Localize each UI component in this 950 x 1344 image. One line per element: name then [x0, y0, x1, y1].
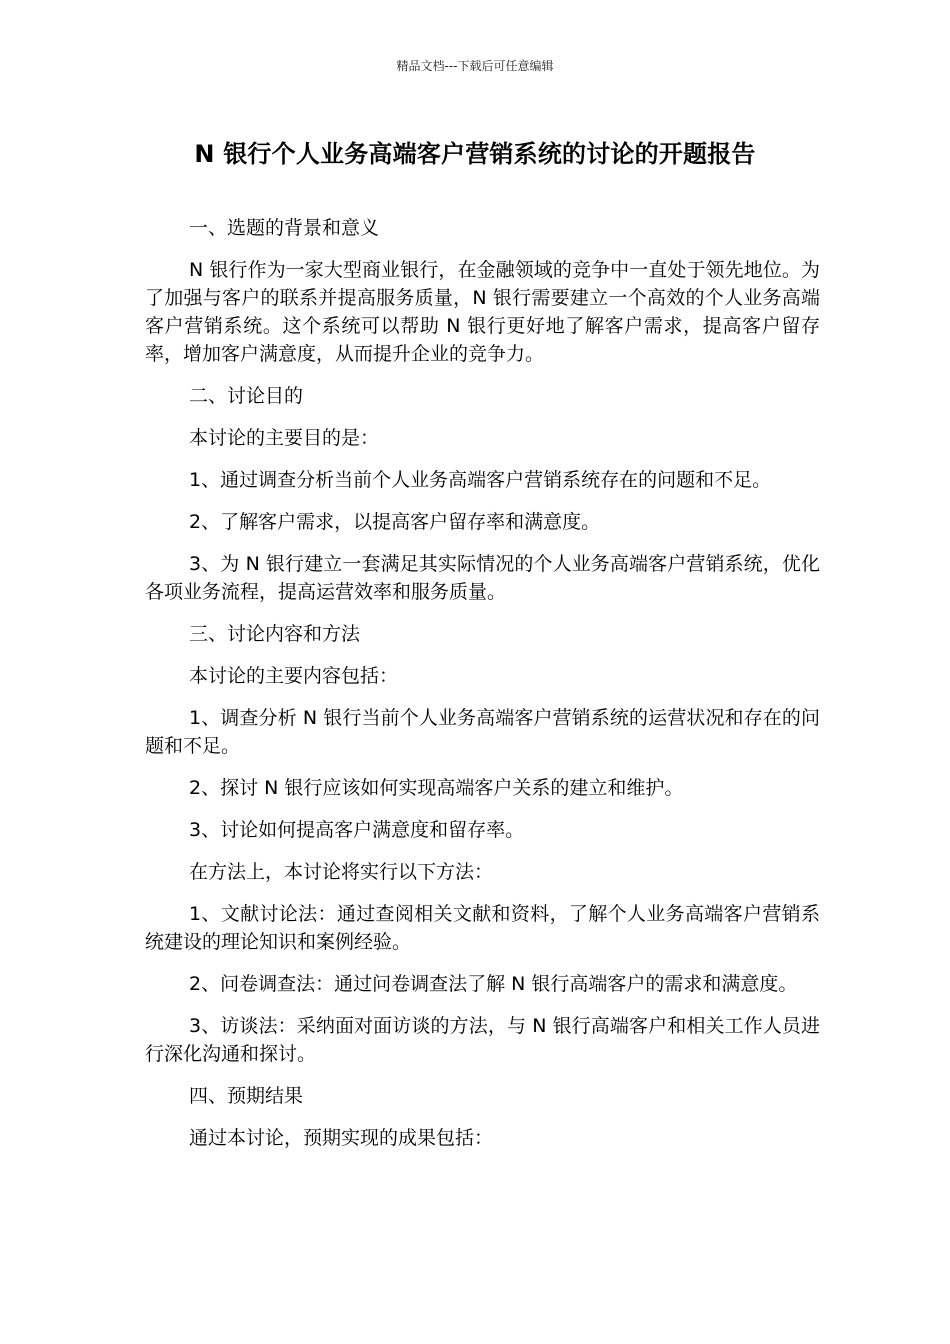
content-item-2: 2、探讨 N 银行应该如何实现高端客户关系的建立和维护。 — [189, 777, 684, 799]
purpose-item-2: 2、了解客户需求，以提高客户留存率和满意度。 — [189, 511, 601, 533]
section-heading-purpose: 二、讨论目的 — [189, 385, 304, 407]
paragraph-expected-intro: 通过本讨论，预期实现的成果包括： — [189, 1127, 494, 1149]
purpose-item-3: 3、为 N 银行建立一套满足其实际情况的个人业务高端客户营销系统，优化各项业务流程，提高运营效率和服务质量。 — [145, 553, 820, 603]
content-item-1: 1、调查分析 N 银行当前个人业务高端客户营销系统的运营状况和存在的问题和不足。 — [145, 707, 820, 757]
method-item-2: 2、问卷调查法：通过问卷调查法了解 N 银行高端客户的需求和满意度。 — [189, 973, 798, 995]
section-heading-expected-results: 四、预期结果 — [189, 1085, 304, 1107]
paragraph-content-intro: 本讨论的主要内容包括： — [189, 665, 399, 687]
page-header: 精品文档---下载后可任意编辑 — [396, 59, 554, 73]
content-item-3: 3、讨论如何提高客户满意度和留存率。 — [189, 819, 525, 841]
method-item-1: 1、文献讨论法：通过查阅相关文献和资料，了解个人业务高端客户营销系统建设的理论知识和案例经验。 — [145, 903, 820, 953]
document-body — [145, 214, 820, 1166]
document-title: N 银行个人业务高端客户营销系统的讨论的开题报告 — [194, 140, 756, 168]
section-heading-background: 一、选题的背景和意义 — [189, 217, 380, 239]
paragraph-methods-intro: 在方法上，本讨论将实行以下方法： — [189, 861, 494, 883]
paragraph-background: N 银行作为一家大型商业银行，在金融领域的竞争中一直处于领先地位。为了加强与客户的联系并提高服务质量，N 银行需要建立一个高效的个人业务高端客户营销系统。这个系统可以帮助 N 银行更好地了解客户需求，提高客户留存率，增加客户满意度，从而提升企业的竞争力。 — [145, 259, 820, 365]
method-item-3: 3、访谈法：采纳面对面访谈的方法，与 N 银行高端客户和相关工作人员进行深化沟通和探讨。 — [145, 1015, 820, 1065]
paragraph-purpose-intro: 本讨论的主要目的是： — [189, 427, 380, 449]
purpose-item-1: 1、通过调查分析当前个人业务高端客户营销系统存在的问题和不足。 — [189, 469, 772, 491]
section-heading-content-methods: 三、讨论内容和方法 — [189, 623, 361, 645]
